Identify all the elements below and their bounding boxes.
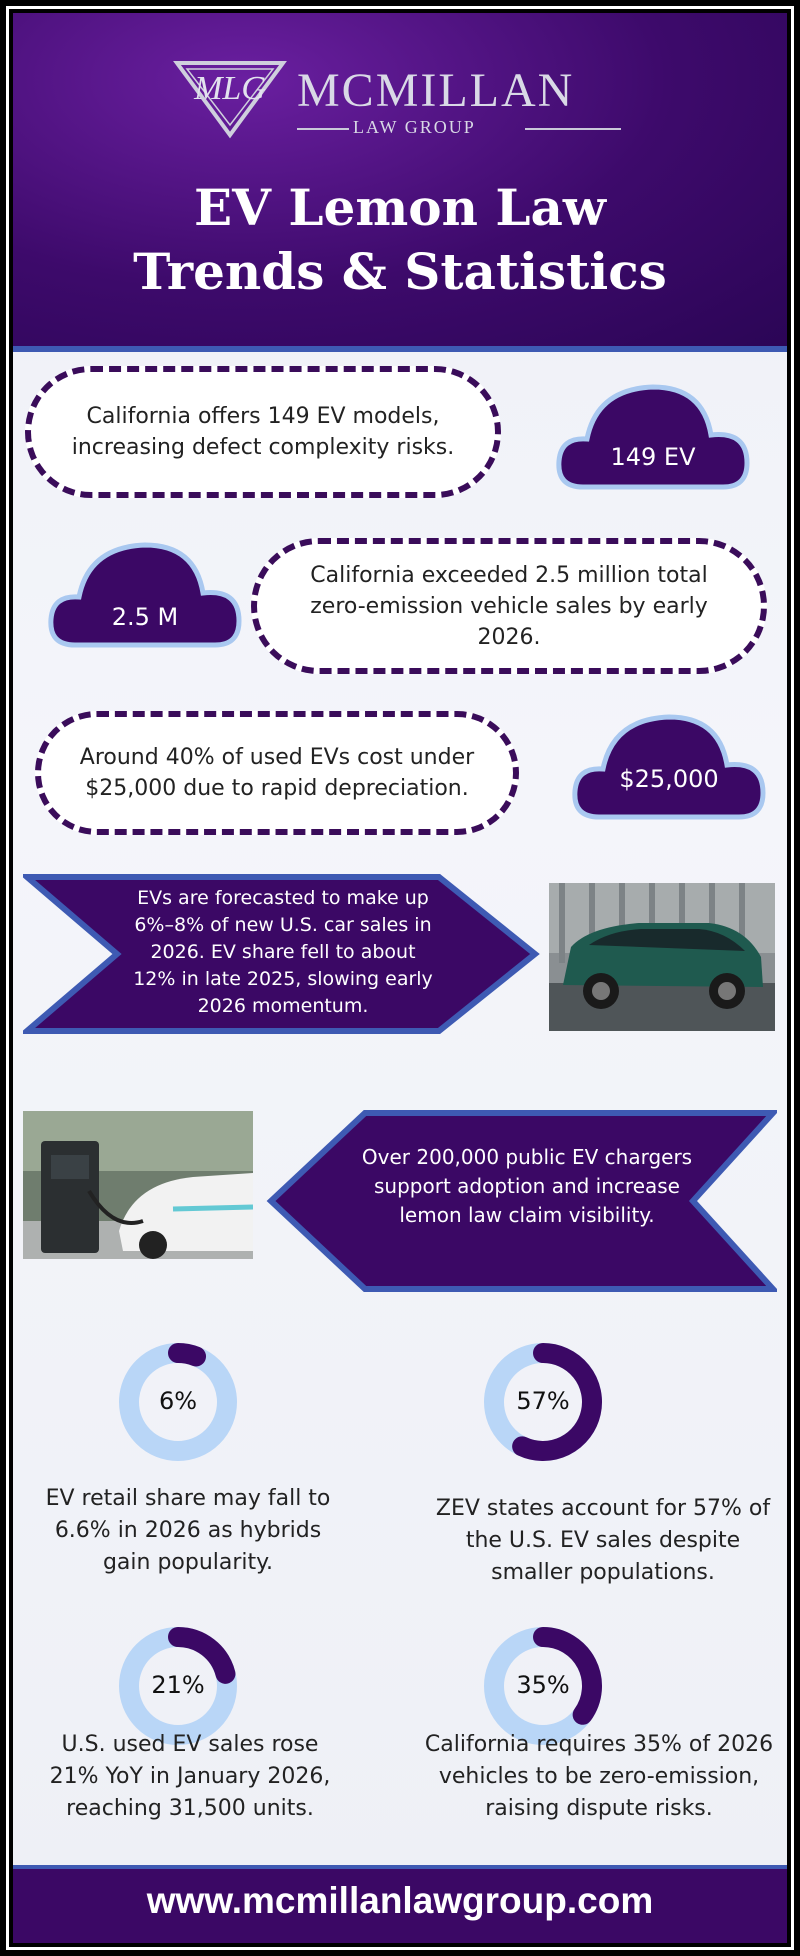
brand-subname: LAW GROUP — [353, 117, 476, 137]
badge-label-3: $25,000 — [619, 765, 719, 793]
fact-text-1: California offers 149 EV models, increasing defect complexity risks. — [71, 404, 455, 460]
fact-pill-1 — [25, 366, 501, 498]
svg-text:MLG: MLG — [194, 70, 266, 107]
stat-percent-4: 35% — [516, 1671, 570, 1699]
page-title-line2: Trends & Statistics — [133, 242, 667, 301]
donut-arc — [178, 1353, 196, 1356]
stat-donut-1 — [103, 1327, 253, 1477]
divider-right — [525, 128, 621, 130]
header — [13, 13, 787, 346]
stat-text-4: California requires 35% of 2026 vehicles to be zero-emission, raising dispute risks. — [424, 1732, 774, 1821]
brand-name: MCMILLAN — [297, 64, 575, 117]
stat-percent-1: 6% — [158, 1387, 198, 1415]
stat-text-2: ZEV states account for 57% of the U.S. EV sales despite smaller populations. — [435, 1496, 771, 1585]
banner-2 — [265, 1109, 777, 1293]
header-divider — [13, 346, 787, 352]
badge-label-1: 149 EV — [610, 443, 696, 471]
donut-arc — [178, 1637, 225, 1674]
cloud-icon — [553, 375, 753, 495]
banner-text-1: EVs are forecasted to make up 6%–8% of new U.S. car sales in 2026. EV share fell to about 12% in late 2025, slowing early 2026 momentum. — [133, 887, 433, 1017]
stat-donut-2 — [468, 1327, 618, 1477]
fact-text-2: California exceeded 2.5 million total zero-emission vehicle sales by early 2026. — [310, 562, 708, 650]
website-link[interactable]: www.mcmillanlawgroup.com — [146, 1880, 654, 1921]
badge-label-2: 2.5 M — [111, 603, 179, 631]
stat-text-3: U.S. used EV sales rose 21% YoY in January 2026, reaching 31,500 units. — [49, 1732, 331, 1821]
stat-percent-2: 57% — [516, 1387, 570, 1415]
infographic — [13, 13, 787, 1943]
page-title-line1: EV Lemon Law — [194, 178, 606, 237]
badge-cloud-3 — [569, 705, 769, 825]
cloud-icon — [45, 533, 245, 653]
logo-mark-icon — [173, 57, 287, 139]
banner-1 — [23, 873, 543, 1035]
logo — [173, 57, 633, 147]
ev-charging-station-photo — [23, 1111, 253, 1259]
badge-cloud-1 — [553, 375, 753, 495]
banner-text-2: Over 200,000 public EV chargers support adoption and increase lemon law claim visibility. — [361, 1145, 693, 1227]
fact-pill-2 — [251, 538, 767, 674]
badge-cloud-2 — [45, 533, 245, 653]
fact-text-3: Around 40% of used EVs cost under $25,000 due to rapid depreciation. — [79, 745, 475, 801]
divider-left — [297, 128, 349, 130]
stat-percent-3: 21% — [151, 1671, 205, 1699]
green-electric-suv-photo — [549, 883, 775, 1031]
stat-text-1: EV retail share may fall to 6.6% in 2026 as hybrids gain popularity. — [45, 1486, 331, 1575]
fact-pill-3 — [35, 711, 519, 835]
